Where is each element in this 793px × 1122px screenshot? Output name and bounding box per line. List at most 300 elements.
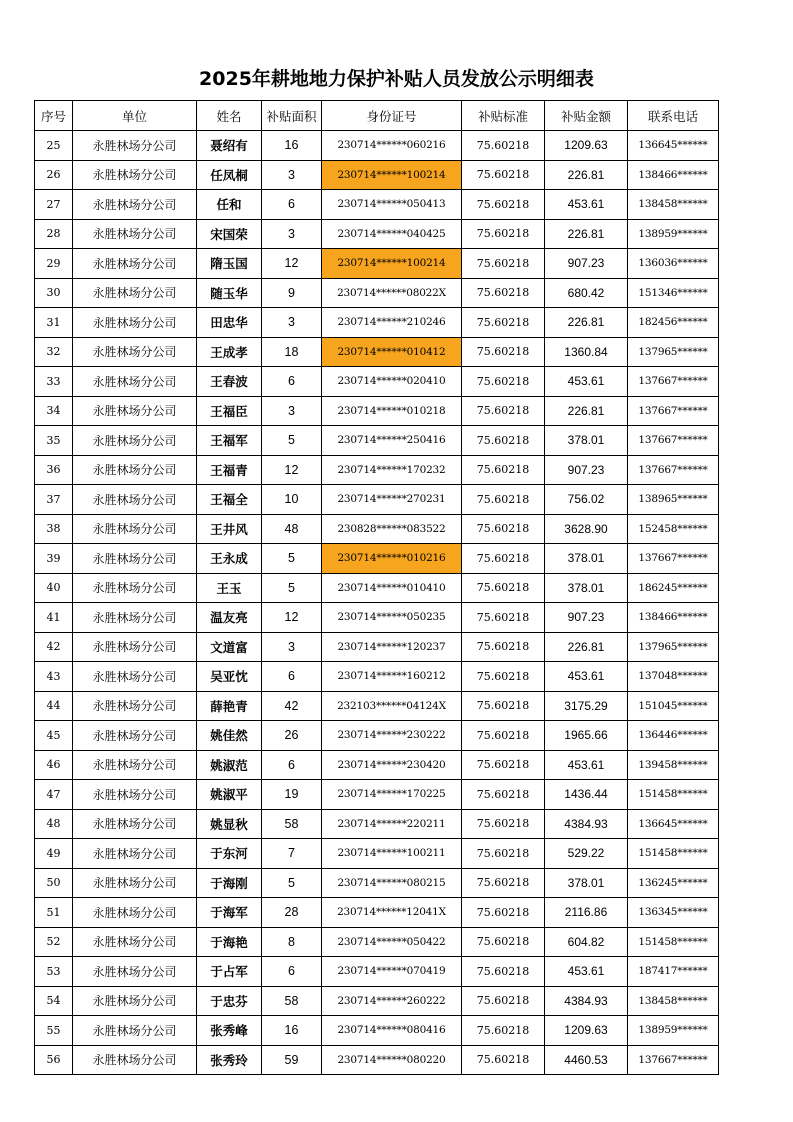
cell-id-number: 230714******250416 [322, 426, 462, 456]
cell-phone: 138466****** [628, 160, 719, 190]
table-body [35, 131, 719, 1075]
cell-name: 王春波 [197, 367, 262, 397]
cell-standard: 75.60218 [462, 544, 545, 574]
cell-area: 12 [262, 455, 322, 485]
cell-id-number: 230714******050422 [322, 927, 462, 957]
cell-phone: 187417****** [628, 957, 719, 987]
cell-standard: 75.60218 [462, 396, 545, 426]
cell-amount: 3628.90 [545, 514, 628, 544]
cell-unit: 永胜林场分公司 [73, 455, 197, 485]
cell-unit: 永胜林场分公司 [73, 632, 197, 662]
cell-name: 王井风 [197, 514, 262, 544]
table-row [35, 809, 719, 839]
cell-area: 5 [262, 544, 322, 574]
cell-area: 8 [262, 927, 322, 957]
cell-unit: 永胜林场分公司 [73, 160, 197, 190]
table-row [35, 1016, 719, 1046]
cell-standard: 75.60218 [462, 308, 545, 338]
table-row [35, 160, 719, 190]
cell-id-number: 230714******270231 [322, 485, 462, 515]
table-row [35, 219, 719, 249]
cell-unit: 永胜林场分公司 [73, 927, 197, 957]
cell-amount: 1209.63 [545, 1016, 628, 1046]
cell-area: 48 [262, 514, 322, 544]
cell-area: 3 [262, 219, 322, 249]
cell-id-number: 230714******010410 [322, 573, 462, 603]
cell-id-number: 230714******050413 [322, 190, 462, 220]
cell-seq: 49 [35, 839, 73, 869]
cell-phone: 151346****** [628, 278, 719, 308]
cell-standard: 75.60218 [462, 131, 545, 161]
cell-standard: 75.60218 [462, 573, 545, 603]
cell-seq: 37 [35, 485, 73, 515]
cell-name: 聂绍有 [197, 131, 262, 161]
cell-standard: 75.60218 [462, 986, 545, 1016]
cell-amount: 3175.29 [545, 691, 628, 721]
cell-area: 12 [262, 603, 322, 633]
cell-unit: 永胜林场分公司 [73, 131, 197, 161]
cell-standard: 75.60218 [462, 160, 545, 190]
cell-phone: 138466****** [628, 603, 719, 633]
cell-id-number: 230714******100214 [322, 249, 462, 279]
cell-seq: 39 [35, 544, 73, 574]
cell-id-number: 230714******170232 [322, 455, 462, 485]
table-row [35, 957, 719, 987]
header-id: 身份证号 [322, 101, 462, 131]
cell-area: 5 [262, 426, 322, 456]
cell-phone: 152458****** [628, 514, 719, 544]
cell-seq: 31 [35, 308, 73, 338]
cell-name: 吴亚忱 [197, 662, 262, 692]
cell-standard: 75.60218 [462, 780, 545, 810]
cell-standard: 75.60218 [462, 691, 545, 721]
header-seq: 序号 [35, 101, 73, 131]
cell-id-number: 230714******160212 [322, 662, 462, 692]
cell-phone: 136645****** [628, 809, 719, 839]
cell-phone: 137965****** [628, 632, 719, 662]
cell-name: 姚佳然 [197, 721, 262, 751]
cell-area: 18 [262, 337, 322, 367]
cell-standard: 75.60218 [462, 1045, 545, 1075]
table-row [35, 691, 719, 721]
cell-seq: 45 [35, 721, 73, 751]
table-row [35, 485, 719, 515]
cell-id-number: 230714******210246 [322, 308, 462, 338]
cell-phone: 136446****** [628, 721, 719, 751]
table-row [35, 367, 719, 397]
cell-seq: 29 [35, 249, 73, 279]
cell-seq: 32 [35, 337, 73, 367]
cell-name: 王玉 [197, 573, 262, 603]
cell-seq: 35 [35, 426, 73, 456]
cell-id-number: 230714******050235 [322, 603, 462, 633]
cell-amount: 907.23 [545, 603, 628, 633]
cell-id-number: 230714******12041X [322, 898, 462, 928]
cell-name: 姚淑平 [197, 780, 262, 810]
cell-amount: 4384.93 [545, 809, 628, 839]
table-row [35, 839, 719, 869]
cell-amount: 453.61 [545, 750, 628, 780]
cell-seq: 38 [35, 514, 73, 544]
cell-area: 12 [262, 249, 322, 279]
cell-id-number: 230714******010216 [322, 544, 462, 574]
cell-unit: 永胜林场分公司 [73, 662, 197, 692]
cell-phone: 136245****** [628, 868, 719, 898]
cell-seq: 36 [35, 455, 73, 485]
cell-standard: 75.60218 [462, 721, 545, 751]
table-row [35, 898, 719, 928]
cell-unit: 永胜林场分公司 [73, 780, 197, 810]
cell-name: 田忠华 [197, 308, 262, 338]
cell-standard: 75.60218 [462, 485, 545, 515]
cell-standard: 75.60218 [462, 603, 545, 633]
table-row [35, 190, 719, 220]
header-unit: 单位 [73, 101, 197, 131]
cell-area: 5 [262, 868, 322, 898]
cell-id-number: 230714******120237 [322, 632, 462, 662]
table-row [35, 750, 719, 780]
cell-area: 7 [262, 839, 322, 869]
page-title: 2025年耕地地力保护补贴人员发放公示明细表 [199, 68, 594, 90]
cell-amount: 226.81 [545, 160, 628, 190]
cell-name: 薛艳青 [197, 691, 262, 721]
cell-unit: 永胜林场分公司 [73, 219, 197, 249]
cell-name: 王成孝 [197, 337, 262, 367]
cell-seq: 46 [35, 750, 73, 780]
cell-name: 于海军 [197, 898, 262, 928]
cell-seq: 55 [35, 1016, 73, 1046]
table-row [35, 780, 719, 810]
cell-name: 任凤桐 [197, 160, 262, 190]
cell-area: 58 [262, 986, 322, 1016]
cell-standard: 75.60218 [462, 1016, 545, 1046]
cell-amount: 907.23 [545, 249, 628, 279]
cell-id-number: 230714******080416 [322, 1016, 462, 1046]
cell-unit: 永胜林场分公司 [73, 367, 197, 397]
cell-unit: 永胜林场分公司 [73, 898, 197, 928]
cell-seq: 54 [35, 986, 73, 1016]
cell-seq: 50 [35, 868, 73, 898]
cell-amount: 2116.86 [545, 898, 628, 928]
cell-name: 于海艳 [197, 927, 262, 957]
cell-area: 59 [262, 1045, 322, 1075]
cell-standard: 75.60218 [462, 337, 545, 367]
cell-standard: 75.60218 [462, 957, 545, 987]
cell-phone: 151458****** [628, 780, 719, 810]
cell-area: 6 [262, 750, 322, 780]
cell-amount: 378.01 [545, 868, 628, 898]
table-row [35, 573, 719, 603]
cell-seq: 40 [35, 573, 73, 603]
cell-phone: 137667****** [628, 367, 719, 397]
cell-amount: 4460.53 [545, 1045, 628, 1075]
cell-standard: 75.60218 [462, 219, 545, 249]
cell-phone: 151045****** [628, 691, 719, 721]
cell-name: 随玉华 [197, 278, 262, 308]
cell-name: 张秀峰 [197, 1016, 262, 1046]
table-row [35, 632, 719, 662]
cell-name: 王福青 [197, 455, 262, 485]
cell-name: 文道富 [197, 632, 262, 662]
cell-amount: 1209.63 [545, 131, 628, 161]
cell-standard: 75.60218 [462, 367, 545, 397]
cell-amount: 378.01 [545, 544, 628, 574]
cell-id-number: 230714******220211 [322, 809, 462, 839]
cell-unit: 永胜林场分公司 [73, 603, 197, 633]
cell-unit: 永胜林场分公司 [73, 1045, 197, 1075]
cell-amount: 4384.93 [545, 986, 628, 1016]
cell-unit: 永胜林场分公司 [73, 337, 197, 367]
cell-seq: 41 [35, 603, 73, 633]
cell-standard: 75.60218 [462, 868, 545, 898]
cell-standard: 75.60218 [462, 249, 545, 279]
table-row [35, 455, 719, 485]
cell-id-number: 230714******100211 [322, 839, 462, 869]
cell-area: 6 [262, 367, 322, 397]
cell-area: 9 [262, 278, 322, 308]
cell-phone: 137667****** [628, 396, 719, 426]
table-row [35, 1045, 719, 1075]
cell-unit: 永胜林场分公司 [73, 721, 197, 751]
cell-area: 19 [262, 780, 322, 810]
cell-unit: 永胜林场分公司 [73, 426, 197, 456]
cell-amount: 226.81 [545, 396, 628, 426]
table-row [35, 308, 719, 338]
cell-amount: 1436.44 [545, 780, 628, 810]
cell-seq: 48 [35, 809, 73, 839]
cell-name: 王福全 [197, 485, 262, 515]
cell-seq: 30 [35, 278, 73, 308]
table-row [35, 426, 719, 456]
cell-amount: 453.61 [545, 662, 628, 692]
cell-area: 6 [262, 662, 322, 692]
header-standard: 补贴标准 [462, 101, 545, 131]
cell-name: 任和 [197, 190, 262, 220]
cell-id-number: 230828******083522 [322, 514, 462, 544]
cell-name: 于占军 [197, 957, 262, 987]
cell-name: 姚淑范 [197, 750, 262, 780]
cell-phone: 136645****** [628, 131, 719, 161]
cell-id-number: 230714******100214 [322, 160, 462, 190]
cell-id-number: 232103******04124X [322, 691, 462, 721]
cell-id-number: 230714******070419 [322, 957, 462, 987]
cell-name: 王福臣 [197, 396, 262, 426]
cell-area: 3 [262, 396, 322, 426]
header-area: 补贴面积 [262, 101, 322, 131]
cell-id-number: 230714******020410 [322, 367, 462, 397]
table-row [35, 868, 719, 898]
cell-name: 张秀玲 [197, 1045, 262, 1075]
cell-area: 58 [262, 809, 322, 839]
cell-id-number: 230714******260222 [322, 986, 462, 1016]
cell-standard: 75.60218 [462, 514, 545, 544]
cell-standard: 75.60218 [462, 809, 545, 839]
table-row [35, 927, 719, 957]
cell-seq: 56 [35, 1045, 73, 1075]
cell-name: 姚显秋 [197, 809, 262, 839]
cell-seq: 27 [35, 190, 73, 220]
cell-area: 3 [262, 308, 322, 338]
cell-unit: 永胜林场分公司 [73, 278, 197, 308]
cell-unit: 永胜林场分公司 [73, 396, 197, 426]
cell-standard: 75.60218 [462, 839, 545, 869]
cell-area: 6 [262, 190, 322, 220]
cell-seq: 25 [35, 131, 73, 161]
cell-id-number: 230714******010412 [322, 337, 462, 367]
cell-phone: 136036****** [628, 249, 719, 279]
cell-id-number: 230714******060216 [322, 131, 462, 161]
subsidy-table [34, 100, 719, 1075]
cell-phone: 138959****** [628, 1016, 719, 1046]
cell-standard: 75.60218 [462, 898, 545, 928]
cell-amount: 226.81 [545, 632, 628, 662]
cell-amount: 226.81 [545, 219, 628, 249]
cell-unit: 永胜林场分公司 [73, 839, 197, 869]
table-row [35, 337, 719, 367]
cell-phone: 137667****** [628, 1045, 719, 1075]
cell-amount: 1965.66 [545, 721, 628, 751]
cell-unit: 永胜林场分公司 [73, 249, 197, 279]
cell-area: 10 [262, 485, 322, 515]
table-row [35, 249, 719, 279]
header-amount: 补贴金额 [545, 101, 628, 131]
table-row [35, 662, 719, 692]
cell-seq: 43 [35, 662, 73, 692]
cell-seq: 26 [35, 160, 73, 190]
cell-id-number: 230714******230222 [322, 721, 462, 751]
table-row [35, 986, 719, 1016]
cell-id-number: 230714******010218 [322, 396, 462, 426]
cell-amount: 226.81 [545, 308, 628, 338]
cell-unit: 永胜林场分公司 [73, 573, 197, 603]
cell-amount: 756.02 [545, 485, 628, 515]
cell-standard: 75.60218 [462, 662, 545, 692]
cell-seq: 28 [35, 219, 73, 249]
cell-seq: 51 [35, 898, 73, 928]
cell-phone: 136345****** [628, 898, 719, 928]
header-phone: 联系电话 [628, 101, 719, 131]
cell-amount: 604.82 [545, 927, 628, 957]
cell-name: 于忠芬 [197, 986, 262, 1016]
cell-area: 16 [262, 1016, 322, 1046]
cell-name: 于海刚 [197, 868, 262, 898]
cell-unit: 永胜林场分公司 [73, 1016, 197, 1046]
cell-unit: 永胜林场分公司 [73, 868, 197, 898]
cell-phone: 137048****** [628, 662, 719, 692]
cell-amount: 378.01 [545, 426, 628, 456]
table-row [35, 278, 719, 308]
cell-unit: 永胜林场分公司 [73, 544, 197, 574]
cell-seq: 34 [35, 396, 73, 426]
cell-standard: 75.60218 [462, 426, 545, 456]
cell-name: 宋国荣 [197, 219, 262, 249]
cell-unit: 永胜林场分公司 [73, 190, 197, 220]
cell-seq: 52 [35, 927, 73, 957]
cell-unit: 永胜林场分公司 [73, 308, 197, 338]
cell-area: 28 [262, 898, 322, 928]
table-row [35, 544, 719, 574]
cell-unit: 永胜林场分公司 [73, 691, 197, 721]
cell-phone: 186245****** [628, 573, 719, 603]
cell-unit: 永胜林场分公司 [73, 957, 197, 987]
cell-unit: 永胜林场分公司 [73, 986, 197, 1016]
cell-amount: 378.01 [545, 573, 628, 603]
cell-id-number: 230714******230420 [322, 750, 462, 780]
cell-amount: 1360.84 [545, 337, 628, 367]
cell-unit: 永胜林场分公司 [73, 514, 197, 544]
cell-area: 3 [262, 632, 322, 662]
table-row [35, 603, 719, 633]
cell-amount: 529.22 [545, 839, 628, 869]
cell-phone: 151458****** [628, 839, 719, 869]
cell-phone: 138458****** [628, 986, 719, 1016]
cell-id-number: 230714******040425 [322, 219, 462, 249]
cell-name: 于东河 [197, 839, 262, 869]
table-row [35, 131, 719, 161]
cell-unit: 永胜林场分公司 [73, 750, 197, 780]
cell-standard: 75.60218 [462, 927, 545, 957]
cell-area: 3 [262, 160, 322, 190]
cell-id-number: 230714******080220 [322, 1045, 462, 1075]
table-row [35, 396, 719, 426]
cell-standard: 75.60218 [462, 750, 545, 780]
cell-area: 16 [262, 131, 322, 161]
table-row [35, 721, 719, 751]
table-row [35, 514, 719, 544]
cell-seq: 42 [35, 632, 73, 662]
cell-phone: 137667****** [628, 426, 719, 456]
cell-name: 王福军 [197, 426, 262, 456]
cell-phone: 138458****** [628, 190, 719, 220]
cell-id-number: 230714******080215 [322, 868, 462, 898]
cell-amount: 453.61 [545, 190, 628, 220]
cell-name: 温友亮 [197, 603, 262, 633]
cell-standard: 75.60218 [462, 632, 545, 662]
cell-phone: 182456****** [628, 308, 719, 338]
cell-area: 26 [262, 721, 322, 751]
cell-area: 42 [262, 691, 322, 721]
cell-phone: 137965****** [628, 337, 719, 367]
cell-phone: 151458****** [628, 927, 719, 957]
cell-id-number: 230714******170225 [322, 780, 462, 810]
cell-phone: 138965****** [628, 485, 719, 515]
cell-standard: 75.60218 [462, 455, 545, 485]
cell-phone: 137667****** [628, 544, 719, 574]
cell-seq: 44 [35, 691, 73, 721]
cell-name: 王永成 [197, 544, 262, 574]
cell-area: 6 [262, 957, 322, 987]
cell-amount: 453.61 [545, 957, 628, 987]
cell-seq: 47 [35, 780, 73, 810]
cell-amount: 907.23 [545, 455, 628, 485]
cell-seq: 53 [35, 957, 73, 987]
cell-phone: 137667****** [628, 455, 719, 485]
cell-phone: 139458****** [628, 750, 719, 780]
cell-area: 5 [262, 573, 322, 603]
cell-unit: 永胜林场分公司 [73, 809, 197, 839]
cell-phone: 138959****** [628, 219, 719, 249]
header-name: 姓名 [197, 101, 262, 131]
cell-id-number: 230714******08022X [322, 278, 462, 308]
cell-standard: 75.60218 [462, 190, 545, 220]
table-header-row [35, 101, 719, 131]
cell-amount: 453.61 [545, 367, 628, 397]
cell-standard: 75.60218 [462, 278, 545, 308]
cell-seq: 33 [35, 367, 73, 397]
cell-amount: 680.42 [545, 278, 628, 308]
cell-unit: 永胜林场分公司 [73, 485, 197, 515]
cell-name: 隋玉国 [197, 249, 262, 279]
